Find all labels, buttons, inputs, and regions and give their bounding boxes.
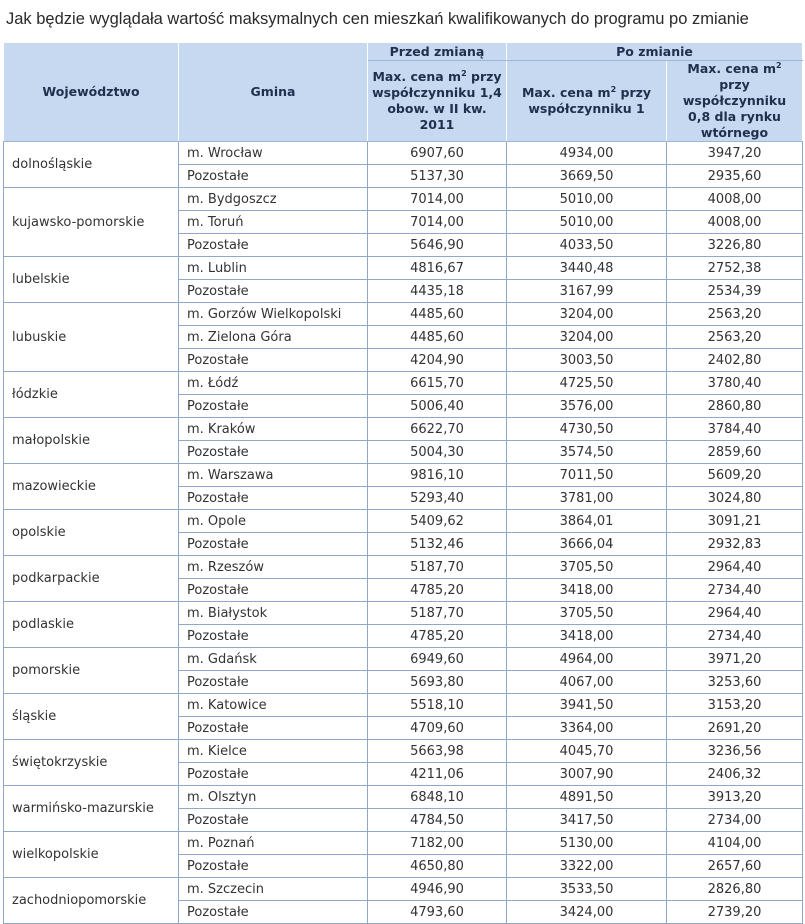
cell-price-after-coef-08: 2657,60 — [667, 855, 803, 878]
cell-gmina: Pozostałe — [179, 165, 368, 188]
cell-wojewodztwo: opolskie — [4, 510, 179, 556]
cell-gmina: Pozostałe — [179, 901, 368, 924]
cell-gmina: Pozostałe — [179, 763, 368, 786]
cell-wojewodztwo: małopolskie — [4, 418, 179, 464]
table-row — [4, 648, 803, 671]
cell-price-before: 4785,20 — [368, 625, 507, 648]
cell-price-after-coef-08: 2691,20 — [667, 717, 803, 740]
cell-gmina: m. Kielce — [179, 740, 368, 763]
cell-price-after-coef-1: 5130,00 — [507, 832, 667, 855]
cell-gmina: m. Białystok — [179, 602, 368, 625]
cell-gmina: m. Warszawa — [179, 464, 368, 487]
cell-price-after-coef-08: 2860,80 — [667, 395, 803, 418]
cell-price-after-coef-1: 3418,00 — [507, 625, 667, 648]
cell-wojewodztwo: podlaskie — [4, 602, 179, 648]
table-row — [4, 694, 803, 717]
cell-price-before: 6622,70 — [368, 418, 507, 441]
cell-price-after-coef-1: 7011,50 — [507, 464, 667, 487]
cell-wojewodztwo: śląskie — [4, 694, 179, 740]
cell-price-before: 4709,60 — [368, 717, 507, 740]
cell-price-after-coef-08: 4104,00 — [667, 832, 803, 855]
header-gmina: Gmina — [179, 43, 368, 142]
cell-gmina: Pozostałe — [179, 809, 368, 832]
cell-price-before: 7182,00 — [368, 832, 507, 855]
cell-price-before: 5663,98 — [368, 740, 507, 763]
cell-price-before: 5409,62 — [368, 510, 507, 533]
cell-price-before: 4793,60 — [368, 901, 507, 924]
header-price-after-coef-08: Max. cena $m^2$ przy współczynniku 0,8 dla rynku wtórnego — [667, 61, 803, 142]
cell-price-after-coef-08: 3253,60 — [667, 671, 803, 694]
cell-gmina: m. Szczecin — [179, 878, 368, 901]
cell-gmina: Pozostałe — [179, 717, 368, 740]
cell-price-after-coef-1: 3941,50 — [507, 694, 667, 717]
cell-price-after-coef-08: 2563,20 — [667, 303, 803, 326]
cell-wojewodztwo: wielkopolskie — [4, 832, 179, 878]
table-row — [4, 464, 803, 487]
cell-price-after-coef-1: 5010,00 — [507, 211, 667, 234]
cell-price-after-coef-1: 3669,50 — [507, 165, 667, 188]
cell-wojewodztwo: warmińsko-mazurskie — [4, 786, 179, 832]
table-row — [4, 832, 803, 855]
cell-price-before: 5132,46 — [368, 533, 507, 556]
cell-price-after-coef-08: 3971,20 — [667, 648, 803, 671]
cell-gmina: Pozostałe — [179, 395, 368, 418]
cell-price-before: 5693,80 — [368, 671, 507, 694]
cell-price-after-coef-08: 2826,80 — [667, 878, 803, 901]
cell-price-after-coef-1: 4725,50 — [507, 372, 667, 395]
cell-price-after-coef-1: 3322,00 — [507, 855, 667, 878]
cell-price-after-coef-08: 2935,60 — [667, 165, 803, 188]
cell-price-before: 5137,30 — [368, 165, 507, 188]
cell-wojewodztwo: łódzkie — [4, 372, 179, 418]
cell-price-after-coef-08: 2734,40 — [667, 579, 803, 602]
cell-price-before: 6615,70 — [368, 372, 507, 395]
cell-price-after-coef-1: 3003,50 — [507, 349, 667, 372]
cell-price-before: 6848,10 — [368, 786, 507, 809]
cell-price-after-coef-08: 3913,20 — [667, 786, 803, 809]
cell-price-before: 4784,50 — [368, 809, 507, 832]
cell-wojewodztwo: mazowieckie — [4, 464, 179, 510]
table-row — [4, 418, 803, 441]
cell-price-before: 5187,70 — [368, 556, 507, 579]
table-row — [4, 556, 803, 579]
cell-gmina: Pozostałe — [179, 855, 368, 878]
table-row — [4, 740, 803, 763]
cell-price-after-coef-08: 2734,00 — [667, 809, 803, 832]
cell-price-after-coef-1: 3705,50 — [507, 602, 667, 625]
cell-price-before: 7014,00 — [368, 211, 507, 234]
cell-price-after-coef-08: 2964,40 — [667, 602, 803, 625]
table-header — [4, 43, 803, 142]
cell-price-before: 4211,06 — [368, 763, 507, 786]
cell-price-before: 6907,60 — [368, 142, 507, 165]
table-body — [4, 142, 803, 924]
table-row — [4, 257, 803, 280]
cell-gmina: m. Wrocław — [179, 142, 368, 165]
cell-price-before: 4485,60 — [368, 326, 507, 349]
cell-price-before: 5518,10 — [368, 694, 507, 717]
price-table — [3, 42, 803, 924]
cell-wojewodztwo: kujawsko-pomorskie — [4, 188, 179, 257]
cell-price-after-coef-1: 4964,00 — [507, 648, 667, 671]
cell-gmina: m. Olsztyn — [179, 786, 368, 809]
cell-price-after-coef-1: 4067,00 — [507, 671, 667, 694]
cell-price-after-coef-08: 3226,80 — [667, 234, 803, 257]
table-row — [4, 602, 803, 625]
table-row — [4, 303, 803, 326]
cell-price-before: 5646,90 — [368, 234, 507, 257]
cell-price-after-coef-1: 4891,50 — [507, 786, 667, 809]
header-price-before: Max. cena $m^2$ przy współczynniku 1,4 obow. w II kw. 2011 — [368, 61, 507, 142]
cell-price-after-coef-08: 2402,80 — [667, 349, 803, 372]
cell-price-after-coef-1: 3574,50 — [507, 441, 667, 464]
cell-price-after-coef-1: 3666,04 — [507, 533, 667, 556]
cell-price-after-coef-08: 3236,56 — [667, 740, 803, 763]
cell-price-after-coef-1: 3533,50 — [507, 878, 667, 901]
cell-gmina: Pozostałe — [179, 349, 368, 372]
table-row — [4, 786, 803, 809]
cell-price-after-coef-1: 3440,48 — [507, 257, 667, 280]
cell-gmina: Pozostałe — [179, 579, 368, 602]
cell-price-before: 4204,90 — [368, 349, 507, 372]
cell-price-after-coef-08: 3784,40 — [667, 418, 803, 441]
cell-gmina: Pozostałe — [179, 280, 368, 303]
cell-gmina: Pozostałe — [179, 533, 368, 556]
cell-gmina: m. Gorzów Wielkopolski — [179, 303, 368, 326]
cell-wojewodztwo: pomorskie — [4, 648, 179, 694]
cell-price-after-coef-08: 2406,32 — [667, 763, 803, 786]
cell-price-after-coef-1: 3424,00 — [507, 901, 667, 924]
cell-gmina: Pozostałe — [179, 625, 368, 648]
cell-price-after-coef-08: 2563,20 — [667, 326, 803, 349]
cell-price-after-coef-08: 3024,80 — [667, 487, 803, 510]
table-row — [4, 510, 803, 533]
cell-price-before: 5006,40 — [368, 395, 507, 418]
cell-gmina: m. Rzeszów — [179, 556, 368, 579]
cell-gmina: m. Poznań — [179, 832, 368, 855]
page-title: Jak będzie wyglądała wartość maksymalnych cen mieszkań kwalifikowanych do programu po zmianie — [6, 10, 749, 28]
cell-price-after-coef-08: 2734,40 — [667, 625, 803, 648]
cell-wojewodztwo: lubelskie — [4, 257, 179, 303]
header-przed-zmiana: Przed zmianą — [368, 43, 507, 61]
cell-price-after-coef-1: 4730,50 — [507, 418, 667, 441]
table-row — [4, 188, 803, 211]
header-po-zmianie: Po zmianie — [507, 43, 803, 61]
cell-price-before: 7014,00 — [368, 188, 507, 211]
cell-price-after-coef-08: 3091,21 — [667, 510, 803, 533]
cell-wojewodztwo: podkarpackie — [4, 556, 179, 602]
cell-price-after-coef-1: 3204,00 — [507, 326, 667, 349]
cell-price-after-coef-08: 2859,60 — [667, 441, 803, 464]
cell-price-before: 4946,90 — [368, 878, 507, 901]
cell-gmina: Pozostałe — [179, 234, 368, 257]
cell-price-before: 6949,60 — [368, 648, 507, 671]
header-wojewodztwo: Województwo — [4, 43, 179, 142]
cell-price-after-coef-1: 4934,00 — [507, 142, 667, 165]
cell-price-before: 5187,70 — [368, 602, 507, 625]
cell-price-after-coef-1: 3417,50 — [507, 809, 667, 832]
cell-price-after-coef-08: 2534,39 — [667, 280, 803, 303]
cell-price-after-coef-08: 3780,40 — [667, 372, 803, 395]
cell-price-after-coef-1: 3576,00 — [507, 395, 667, 418]
cell-gmina: m. Opole — [179, 510, 368, 533]
table-row — [4, 142, 803, 165]
cell-price-after-coef-08: 2964,40 — [667, 556, 803, 579]
cell-price-before: 4650,80 — [368, 855, 507, 878]
cell-gmina: m. Lublin — [179, 257, 368, 280]
cell-price-before: 4485,60 — [368, 303, 507, 326]
cell-gmina: Pozostałe — [179, 671, 368, 694]
cell-price-after-coef-08: 2932,83 — [667, 533, 803, 556]
cell-price-after-coef-08: 2739,20 — [667, 901, 803, 924]
cell-gmina: m. Gdańsk — [179, 648, 368, 671]
cell-wojewodztwo: świętokrzyskie — [4, 740, 179, 786]
cell-price-after-coef-1: 3781,00 — [507, 487, 667, 510]
cell-price-after-coef-1: 3364,00 — [507, 717, 667, 740]
cell-gmina: m. Łódź — [179, 372, 368, 395]
cell-price-after-coef-08: 5609,20 — [667, 464, 803, 487]
table-row — [4, 372, 803, 395]
cell-price-before: 4816,67 — [368, 257, 507, 280]
cell-price-after-coef-1: 3007,90 — [507, 763, 667, 786]
cell-price-after-coef-1: 4045,70 — [507, 740, 667, 763]
cell-gmina: Pozostałe — [179, 487, 368, 510]
cell-price-before: 9816,10 — [368, 464, 507, 487]
cell-wojewodztwo: zachodniopomorskie — [4, 878, 179, 924]
cell-price-after-coef-1: 3418,00 — [507, 579, 667, 602]
table-row — [4, 878, 803, 901]
cell-price-after-coef-08: 2752,38 — [667, 257, 803, 280]
cell-price-after-coef-1: 3864,01 — [507, 510, 667, 533]
cell-gmina: m. Toruń — [179, 211, 368, 234]
cell-wojewodztwo: lubuskie — [4, 303, 179, 372]
cell-price-after-coef-08: 4008,00 — [667, 188, 803, 211]
cell-price-after-coef-08: 3947,20 — [667, 142, 803, 165]
cell-price-after-coef-1: 5010,00 — [507, 188, 667, 211]
cell-price-after-coef-1: 3167,99 — [507, 280, 667, 303]
cell-gmina: m. Kraków — [179, 418, 368, 441]
cell-price-after-coef-1: 3705,50 — [507, 556, 667, 579]
cell-price-after-coef-1: 4033,50 — [507, 234, 667, 257]
cell-price-before: 5293,40 — [368, 487, 507, 510]
cell-gmina: Pozostałe — [179, 441, 368, 464]
cell-price-after-coef-08: 4008,00 — [667, 211, 803, 234]
cell-price-before: 4435,18 — [368, 280, 507, 303]
cell-gmina: m. Zielona Góra — [179, 326, 368, 349]
cell-price-after-coef-1: 3204,00 — [507, 303, 667, 326]
cell-price-before: 5004,30 — [368, 441, 507, 464]
header-price-after-coef-1: Max. cena $m^2$ przy współczynniku 1 — [507, 61, 667, 142]
cell-gmina: m. Katowice — [179, 694, 368, 717]
cell-wojewodztwo: dolnośląskie — [4, 142, 179, 188]
cell-price-before: 4785,20 — [368, 579, 507, 602]
cell-price-after-coef-08: 3153,20 — [667, 694, 803, 717]
cell-gmina: m. Bydgoszcz — [179, 188, 368, 211]
